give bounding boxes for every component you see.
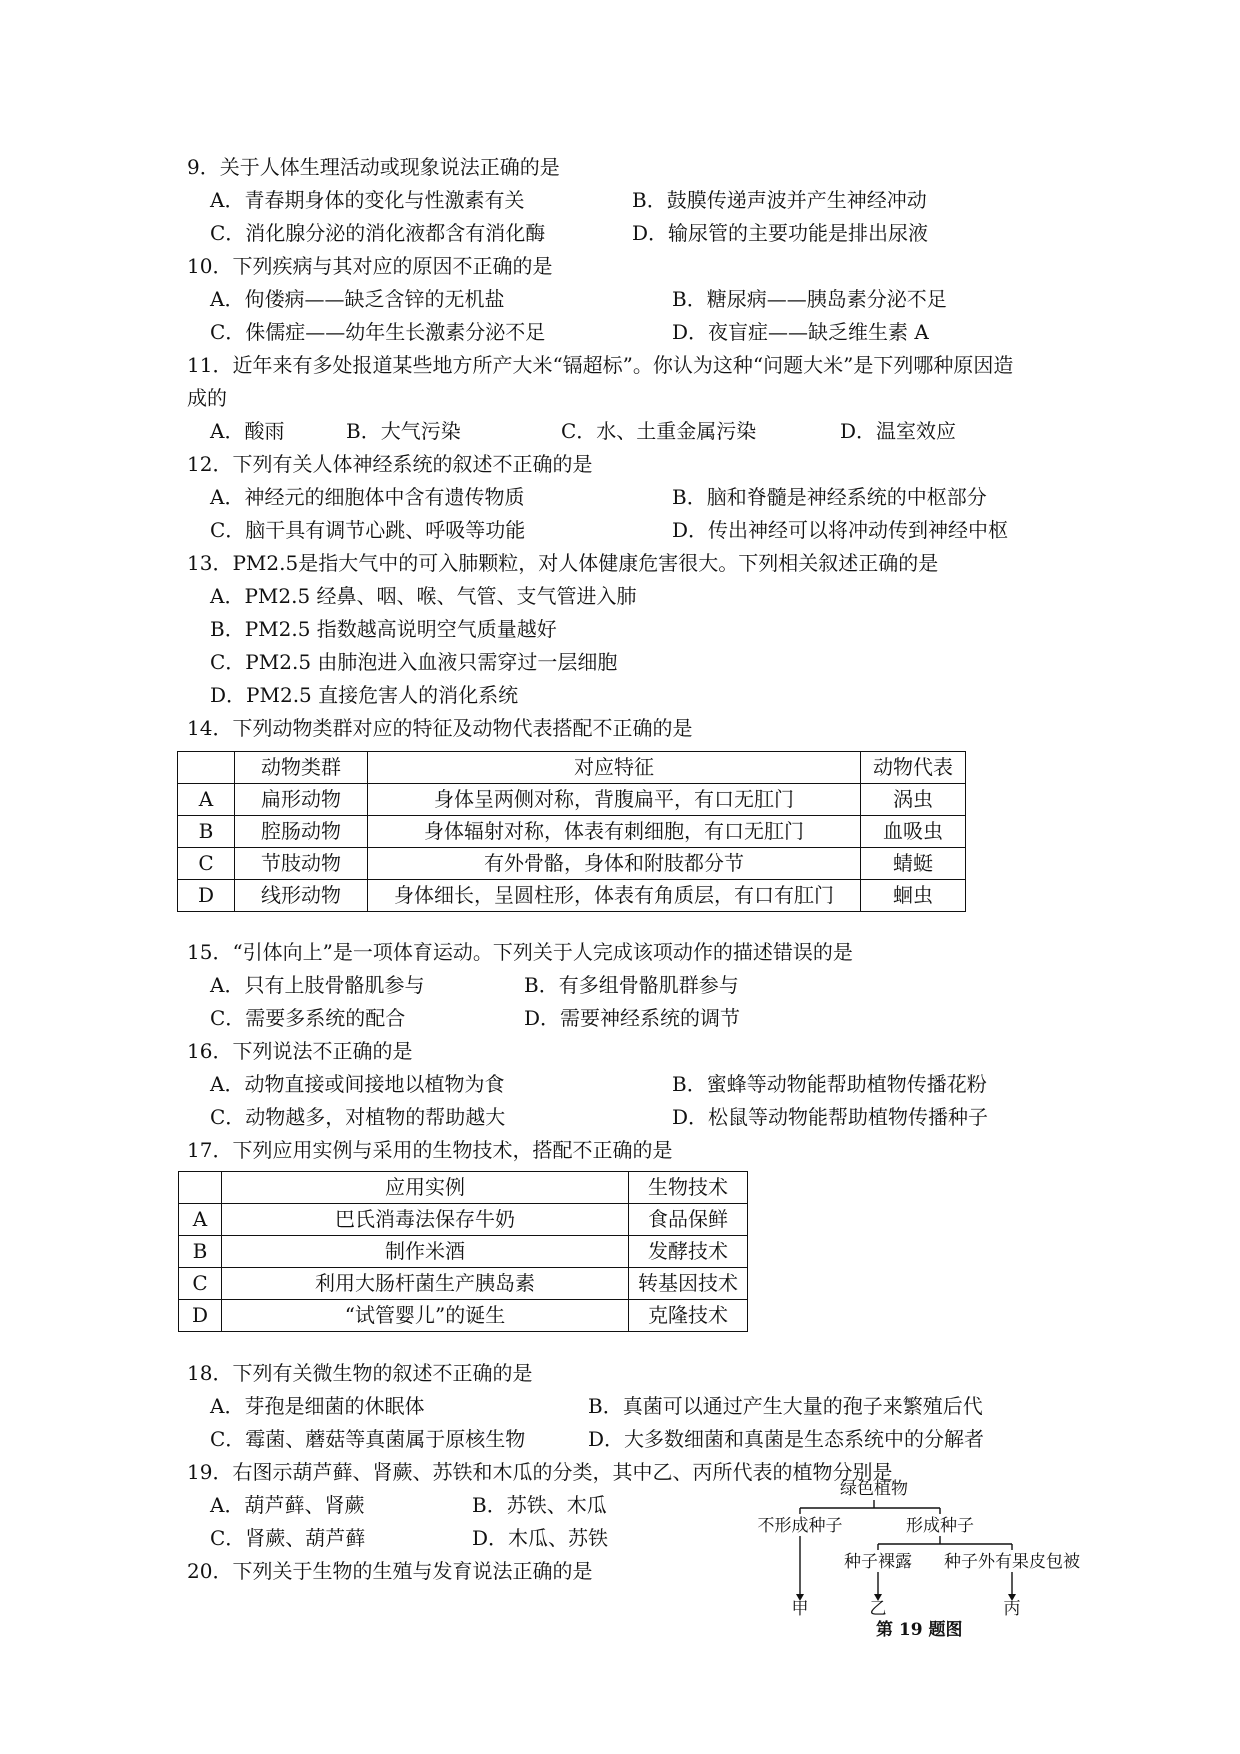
table-header-cell: 动物类群 (235, 752, 368, 784)
table-cell: 蛔虫 (861, 880, 966, 912)
table-header-cell: 动物代表 (861, 752, 966, 784)
table-cell: 身体呈两侧对称，背腹扁平，有口无肛门 (368, 784, 861, 816)
table-row (178, 848, 966, 880)
table-cell: C (179, 1268, 222, 1300)
diagram-naked-seed-label: 种子裸露 (844, 1552, 912, 1572)
q19-classification-diagram (740, 1478, 1100, 1628)
q11-option-d: D．温室效应 (840, 419, 957, 443)
table-row (179, 1236, 748, 1268)
q15-stem: 15．“引体向上”是一项体育运动。下列关于人完成该项动作的描述错误的是 (187, 940, 853, 964)
diagram-caption: 第 19 题图 (876, 1620, 963, 1640)
table-cell: 扁形动物 (235, 784, 368, 816)
q17-table (178, 1171, 748, 1332)
q11-stem-line1: 11．近年来有多处报道某些地方所产大米“镉超标”。你认为这种“问题大米”是下列哪种原因造 (187, 353, 1014, 377)
q11-option-c: C．水、土重金属污染 (561, 419, 757, 443)
table-row (178, 784, 966, 816)
q18-stem: 18．下列有关微生物的叙述不正确的是 (187, 1361, 533, 1385)
q13-option-b: B．PM2.5 指数越高说明空气质量越好 (210, 617, 557, 641)
q10-option-b: B．糖尿病——胰岛素分泌不足 (672, 287, 947, 311)
q14-table (177, 751, 966, 912)
table-cell: 节肢动物 (235, 848, 368, 880)
q15-option-c: C．需要多系统的配合 (210, 1006, 406, 1030)
table-cell: A (179, 1204, 222, 1236)
table-cell: 涡虫 (861, 784, 966, 816)
table-cell: D (179, 1300, 222, 1332)
table-cell: 身体辐射对称，体表有刺细胞，有口无肛门 (368, 816, 861, 848)
table-header-cell: 应用实例 (222, 1172, 629, 1204)
q15-option-a: A．只有上肢骨骼肌参与 (210, 973, 425, 997)
q17-stem: 17．下列应用实例与采用的生物技术，搭配不正确的是 (187, 1138, 673, 1162)
table-header-cell: 生物技术 (629, 1172, 748, 1204)
diagram-leaf-bing: 丙 (1003, 1599, 1021, 1619)
table-header-row (179, 1172, 748, 1204)
q16-option-a: A．动物直接或间接地以植物为食 (210, 1072, 505, 1096)
q15-option-b: B．有多组骨骼肌群参与 (524, 973, 739, 997)
diagram-leaf-yi: 乙 (869, 1599, 887, 1619)
q15-option-d: D．需要神经系统的调节 (524, 1006, 741, 1030)
table-header-row (178, 752, 966, 784)
q16-option-c: C．动物越多，对植物的帮助越大 (210, 1105, 506, 1129)
table-row (178, 880, 966, 912)
table-cell: 发酵技术 (629, 1236, 748, 1268)
table-cell: 制作米酒 (222, 1236, 629, 1268)
diagram-root-label: 绿色植物 (840, 1479, 908, 1499)
table-cell: 有外骨骼，身体和附肢都分节 (368, 848, 861, 880)
table-cell: 腔肠动物 (235, 816, 368, 848)
q9-stem: 9．关于人体生理活动或现象说法正确的是 (187, 155, 560, 179)
table-cell: 线形动物 (235, 880, 368, 912)
q12-option-d: D．传出神经可以将冲动传到神经中枢 (672, 518, 1009, 542)
table-cell: “试管婴儿”的诞生 (222, 1300, 629, 1332)
q12-option-c: C．脑干具有调节心跳、呼吸等功能 (210, 518, 526, 542)
q11-option-b: B．大气污染 (346, 419, 461, 443)
q13-option-c: C．PM2.5 由肺泡进入血液只需穿过一层细胞 (210, 650, 618, 674)
q16-option-d: D．松鼠等动物能帮助植物传播种子 (672, 1105, 989, 1129)
q18-option-b: B．真菌可以通过产生大量的孢子来繁殖后代 (588, 1394, 983, 1418)
table-header-cell: 对应特征 (368, 752, 861, 784)
diagram-covered-seed-label: 种子外有果皮包被 (944, 1552, 1080, 1572)
table-cell: 克隆技术 (629, 1300, 748, 1332)
q10-option-a: A．佝偻病——缺乏含锌的无机盐 (210, 287, 505, 311)
table-cell: B (178, 816, 235, 848)
q11-option-a: A．酸雨 (210, 419, 285, 443)
q11-stem-line2: 成的 (187, 386, 227, 410)
diagram-no-seed-label: 不形成种子 (757, 1516, 843, 1536)
q13-option-a: A．PM2.5 经鼻、咽、喉、气管、支气管进入肺 (210, 584, 637, 608)
q9-option-d: D．输尿管的主要功能是排出尿液 (632, 221, 929, 245)
table-cell: 血吸虫 (861, 816, 966, 848)
q10-stem: 10．下列疾病与其对应的原因不正确的是 (187, 254, 553, 278)
q19-option-c: C．肾蕨、葫芦藓 (210, 1526, 366, 1550)
q19-option-b: B．苏铁、木瓜 (472, 1493, 607, 1517)
q18-option-d: D．大多数细菌和真菌是生态系统中的分解者 (588, 1427, 985, 1451)
table-cell: 蜻蜓 (861, 848, 966, 880)
q13-stem: 13．PM2.5是指大气中的可入肺颗粒，对人体健康危害很大。下列相关叙述正确的是 (187, 551, 939, 575)
q18-option-c: C．霉菌、蘑菇等真菌属于原核生物 (210, 1427, 526, 1451)
table-cell: 转基因技术 (629, 1268, 748, 1300)
q16-option-b: B．蜜蜂等动物能帮助植物传播花粉 (672, 1072, 987, 1096)
table-cell: 巴氏消毒法保存牛奶 (222, 1204, 629, 1236)
q10-option-c: C．侏儒症——幼年生长激素分泌不足 (210, 320, 546, 344)
q12-stem: 12．下列有关人体神经系统的叙述不正确的是 (187, 452, 593, 476)
q9-option-b: B．鼓膜传递声波并产生神经冲动 (632, 188, 927, 212)
table-row (179, 1300, 748, 1332)
table-cell: 身体细长，呈圆柱形，体表有角质层，有口有肛门 (368, 880, 861, 912)
q19-option-d: D．木瓜、苏铁 (472, 1526, 609, 1550)
q13-option-d: D．PM2.5 直接危害人的消化系统 (210, 683, 519, 707)
q20-stem: 20．下列关于生物的生殖与发育说法正确的是 (187, 1559, 593, 1583)
q19-stem: 19．右图示葫芦藓、肾蕨、苏铁和木瓜的分类，其中乙、丙所代表的植物分别是 (187, 1460, 893, 1484)
q18-option-a: A．芽孢是细菌的休眠体 (210, 1394, 425, 1418)
q16-stem: 16．下列说法不正确的是 (187, 1039, 413, 1063)
diagram-leaf-jia: 甲 (791, 1599, 809, 1619)
table-cell: A (178, 784, 235, 816)
q14-stem: 14．下列动物类群对应的特征及动物代表搭配不正确的是 (187, 716, 693, 740)
table-row (179, 1268, 748, 1300)
q9-option-a: A．青春期身体的变化与性激素有关 (210, 188, 525, 212)
table-cell: 利用大肠杆菌生产胰岛素 (222, 1268, 629, 1300)
q10-option-d: D．夜盲症——缺乏维生素 A (672, 320, 929, 344)
q12-option-a: A．神经元的细胞体中含有遗传物质 (210, 485, 525, 509)
table-cell: D (178, 880, 235, 912)
table-row (179, 1204, 748, 1236)
diagram-seed-label: 形成种子 (906, 1516, 974, 1536)
q9-option-c: C．消化腺分泌的消化液都含有消化酶 (210, 221, 546, 245)
table-row (178, 816, 966, 848)
table-cell: B (179, 1236, 222, 1268)
table-header-cell (179, 1172, 222, 1204)
table-cell: 食品保鲜 (629, 1204, 748, 1236)
table-header-cell (178, 752, 235, 784)
table-cell: C (178, 848, 235, 880)
q19-option-a: A．葫芦藓、肾蕨 (210, 1493, 365, 1517)
q12-option-b: B．脑和脊髓是神经系统的中枢部分 (672, 485, 987, 509)
